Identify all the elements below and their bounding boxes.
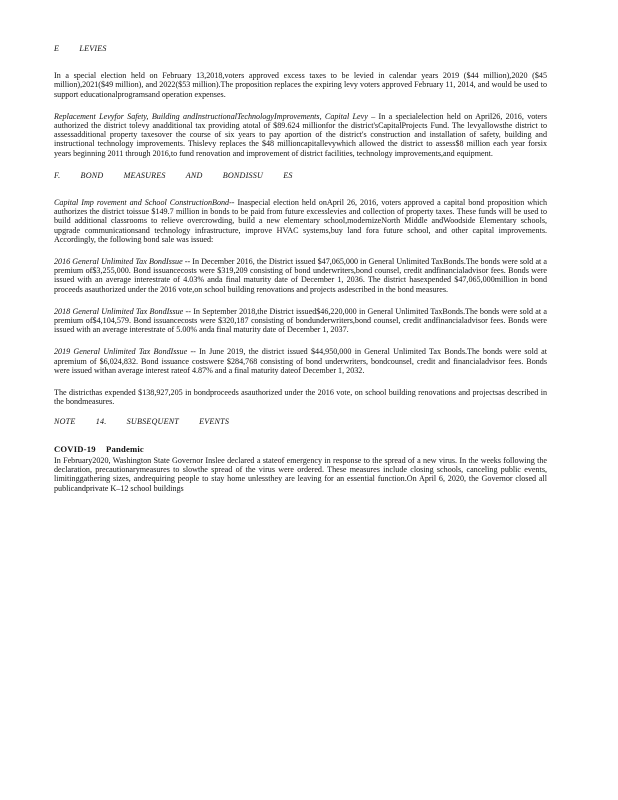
covid-subheading: COVID-19 Pandemic <box>54 443 144 454</box>
capital-levy-lead: Replacement Levyfor Safety, Building andInstructionalTechnologyImprovements, Capital Levy – <box>54 111 376 121</box>
bond-proceeds-paragraph: The districthas expended $138,927,205 in bondproceeds asauthorized under the 2016 vote, on school building renovations and projectsas described in the bondmeasures. <box>54 388 547 407</box>
capital-levy-body: In a specialelection held on April26, 2016, voters authorized the district tolevy anadditional tax providing atotal of $89.624 millionfor the district'sCapitalProjects Fund. The levyallowsthe district to assessadditional property taxesover the course of six years to pay aportion of the district's construction and installation of safety, building and instructional technology improvements. Thislevy replaces the $48 millioncapitallevywhich allowed the district to assess$8 million each year forsix years beginning 2011 through 2016,to fund renovation and improvement of district facilities, technology improvements,and equipment. <box>54 111 547 158</box>
note-14-heading: NOTE 14. SUBSEQUENT EVENTS <box>54 417 230 427</box>
capital-bond-body: Inaspecial election held onApril 26, 2016, voters approved a capital bond proposition which authorizes the district toissue $149.7 million in bonds to be paid from future excesslevies and collection of property taxes. These funds will be used to build additional classrooms to relieve overcrowding, build a new elementary school,modernizeNorth Middle andWoodside Elementary schools, upgrade communicationsand technology infrastructure, improve HVAC systems,buy land fora future school, and other capital improvements. Accordingly, the following bond sale was issued: <box>54 198 547 244</box>
bond-issue-2016-paragraph <box>54 257 547 294</box>
capital-levy-paragraph <box>54 112 547 158</box>
capital-bond-paragraph <box>54 198 547 244</box>
covid-paragraph: In February2020, Washington State Governor Inslee declared a stateof emergency in response to the spread of a new virus. In the weeks following the declaration, precautionarymeasures to slowthe spread of the virus were ordered. These measures include closing schools, canceling public events, limitinggathering sizes, andrequiring people to stay home unlessthey are leaving for an essential function.On April 6, 2020, the Governor closed all publicandprivate K–12 school buildings <box>54 455 547 493</box>
document-page <box>54 44 547 506</box>
bond-issue-2016-body: -- In December 2016, the District issued $47,065,000 in General Unlimited TaxBonds.The bonds were sold at a premium of$3,255,000. Bond issuancecosts were $319,209 consisting of bond underwriters,bond counsel, credit andfinancialadvisor fees. Bonds were issued with an average interestrate of 4.03% anda final maturity date of December 1, 2036. The district hasexpended $47,065,000million in bond proceeds asauthorized under the 2016 vote,on school building renovations and projects asdescribed in the bond measures. <box>54 257 547 294</box>
bond-issue-2018-paragraph <box>54 307 547 335</box>
bond-issue-2016-lead: 2016 General Unlimited Tax BondIssue <box>54 257 183 267</box>
bond-issue-2018-lead: 2018 General Unlimited Tax BondIssue <box>54 306 184 316</box>
bond-issue-2019-lead: 2019 General Unlimited Tax BondIssue <box>54 347 188 357</box>
section-f-heading: F. BOND MEASURES AND BONDISSU ES <box>54 170 293 180</box>
bond-issue-2019-body: -- In June 2019, the district issued $44,950,000 in General Unlimited Tax Bonds.The bonds were sold at apremium of $6,024,832. Bond issuance costswere $284,768 consisting of bond underwriters, bondcounsel, credit and financialadvisor fees. Bonds were issued withan average interest rateof 4.87% and a final maturity dateof December 1, 2032. <box>54 347 547 375</box>
section-e-heading: E LEVIES <box>54 44 107 53</box>
capital-bond-lead: Capital Imp rovement and School ConstructionBond-- <box>54 198 235 208</box>
bond-issue-2019-paragraph <box>54 347 547 375</box>
levies-paragraph: In a special election held on February 13,2018,voters approved excess taxes to be levied in calendar years 2019 ($44 million),2020 ($45 million),2021($49 million), and 2022($53 million).The proposition replaces the expiring levy voters approved February 11, 2014, and would be used to support educationalprogramsand operation expenses. <box>54 71 547 99</box>
bond-issue-2018-body: -- In September 2018,the District issued$46,220,000 in General Unlimited TaxBonds.The bonds were sold at a premium of$4,104,579. Bond issuancecosts were $320,187 consisting of bondunderwriters,bond counsel, credit andfinancialadvisor fees. Bonds were issued with an average interestrate of 5.00% anda final maturity date of December 1, 2037. <box>54 306 547 335</box>
